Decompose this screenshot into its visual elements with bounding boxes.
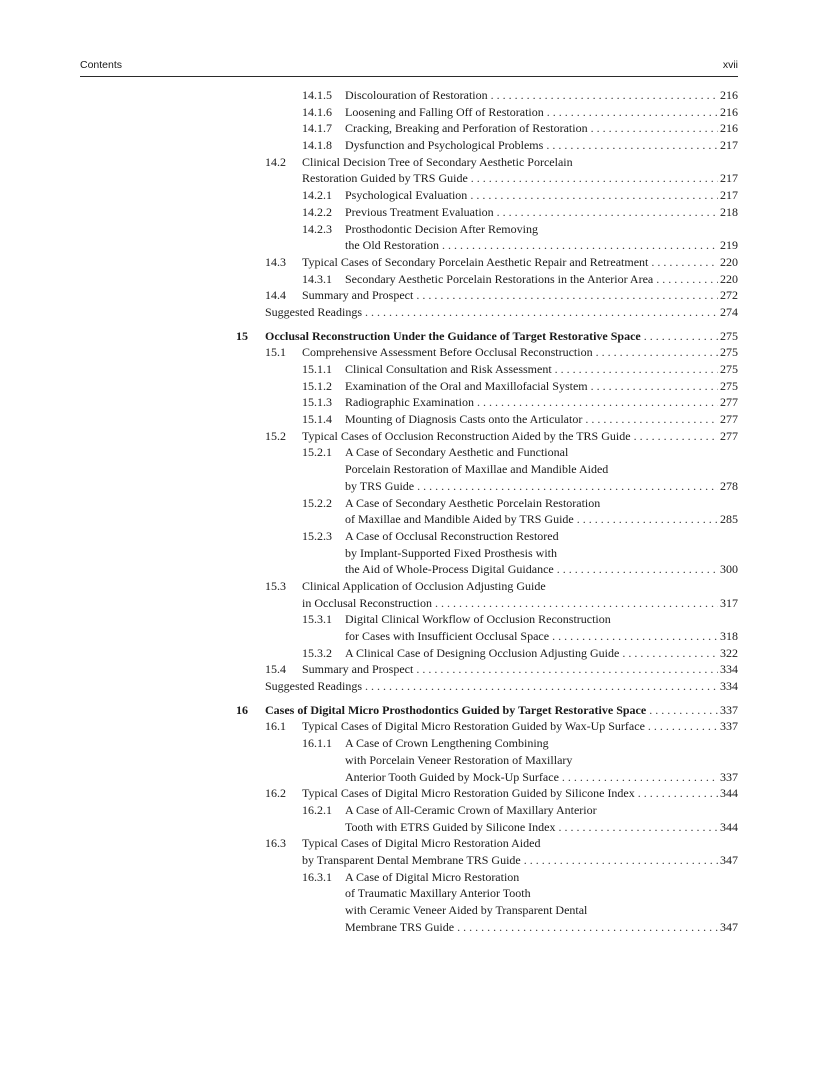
dot-leader xyxy=(547,104,718,121)
toc-entry-number: 15.3 xyxy=(265,578,286,593)
dot-leader xyxy=(644,328,718,345)
toc-entry-title: Discolouration of Restoration xyxy=(345,87,491,104)
toc-entry-title: Dysfunction and Psychological Problems xyxy=(345,137,546,154)
toc-entry xyxy=(0,869,818,886)
toc-page-number: 318 xyxy=(720,629,738,643)
dot-leader xyxy=(435,595,718,612)
toc-entry xyxy=(0,87,818,104)
toc-page-number: 278 xyxy=(720,478,738,493)
toc-entry xyxy=(0,578,818,595)
toc-entry-number: 16.1 xyxy=(265,719,286,734)
toc-entry-title: Secondary Aesthetic Porcelain Restorations in the Anterior Area xyxy=(345,271,656,288)
toc-entry-title: Summary and Prospect xyxy=(302,661,416,678)
dot-leader xyxy=(470,187,718,204)
toc-entry xyxy=(0,461,818,478)
toc-page-number: 275 xyxy=(720,362,738,376)
toc-entry-number: 15.1.3 xyxy=(302,395,332,410)
toc-page-number: 274 xyxy=(720,304,738,319)
toc-entry-number: 16.2.1 xyxy=(302,802,332,817)
toc-entry xyxy=(0,919,818,936)
toc-page-number: 285 xyxy=(720,512,738,527)
toc-entry xyxy=(0,411,818,428)
toc-entry-title: Typical Cases of Digital Micro Restoration Guided by Wax-Up Surface xyxy=(302,718,648,735)
toc-entry-title: in Occlusal Reconstruction xyxy=(302,595,435,612)
toc-entry xyxy=(0,254,818,271)
toc-entry-title: A Clinical Case of Designing Occlusion Adjusting Guide xyxy=(345,645,622,662)
toc-entry-title: Suggested Readings xyxy=(265,304,365,321)
toc-page-number: 344 xyxy=(720,786,738,801)
toc-entry-number: 14.1.5 xyxy=(302,88,332,102)
toc-entry-number: 15.3.2 xyxy=(302,645,332,660)
toc-entry-number: 14.1.7 xyxy=(302,121,332,136)
toc-entry-title: Tooth with ETRS Guided by Silicone Index xyxy=(345,819,558,836)
toc-entry-title: A Case of Digital Micro Restoration xyxy=(345,869,522,886)
toc-entry xyxy=(0,769,818,786)
toc-entry-title: A Case of Crown Lengthening Combining xyxy=(345,735,552,752)
toc-entry-title: by TRS Guide xyxy=(345,478,417,495)
toc-entry xyxy=(0,802,818,819)
toc-page-number: 322 xyxy=(720,645,738,660)
toc-entry xyxy=(0,678,818,695)
toc-entry-number: 15.1.2 xyxy=(302,378,332,393)
toc-page-number: 334 xyxy=(720,662,738,677)
toc-page-number: 220 xyxy=(720,271,738,286)
toc-page-number: 275 xyxy=(720,378,738,393)
dot-leader xyxy=(555,361,718,378)
dot-leader xyxy=(638,785,718,802)
toc-page-number: 220 xyxy=(720,254,738,269)
toc-entry-title: A Case of Occlusal Reconstruction Restored xyxy=(345,528,562,545)
toc-entry-number: 14.2.1 xyxy=(302,188,332,203)
toc-page-number: 347 xyxy=(720,919,738,934)
toc-entry-title: for Cases with Insufficient Occlusal Space xyxy=(345,628,552,645)
dot-leader xyxy=(417,478,718,495)
toc-entry-number: 14.2 xyxy=(265,154,286,169)
toc-entry xyxy=(0,170,818,187)
toc-page-number: 347 xyxy=(720,852,738,867)
dot-leader xyxy=(591,378,718,395)
dot-leader xyxy=(557,561,718,578)
toc-page-number: 217 xyxy=(720,138,738,153)
toc-entry xyxy=(0,287,818,304)
dot-leader xyxy=(524,852,718,869)
toc-entry-title: Comprehensive Assessment Before Occlusal Reconstruction xyxy=(302,344,596,361)
toc-entry xyxy=(0,752,818,769)
toc-entry xyxy=(0,361,818,378)
header-section-title: Contents xyxy=(80,59,123,71)
toc-entry-title: Suggested Readings xyxy=(265,678,365,695)
toc-entry xyxy=(0,561,818,578)
dot-leader xyxy=(552,628,718,645)
toc-entry-number: 15.4 xyxy=(265,662,286,677)
toc-entry xyxy=(0,478,818,495)
toc-entry xyxy=(0,885,818,902)
toc-entry xyxy=(0,378,818,395)
toc-entry-number: 15.1 xyxy=(265,345,286,360)
toc-entry-title: Porcelain Restoration of Maxillae and Mandible Aided xyxy=(345,461,611,478)
dot-leader xyxy=(365,304,718,321)
toc-entry-number: 16.3.1 xyxy=(302,869,332,884)
dot-leader xyxy=(648,718,718,735)
toc-entry-number: 15.1.1 xyxy=(302,362,332,376)
toc-entry-title: A Case of All-Ceramic Crown of Maxillary Anterior xyxy=(345,802,600,819)
dot-leader xyxy=(596,344,718,361)
toc-entry xyxy=(0,187,818,204)
toc-entry-title: Occlusal Reconstruction Under the Guidance of Target Restorative Space xyxy=(265,328,644,345)
toc-entry-title: A Case of Secondary Aesthetic and Functional xyxy=(345,444,571,461)
dot-leader xyxy=(491,87,718,104)
toc-entry-title: the Aid of Whole-Process Digital Guidance xyxy=(345,561,557,578)
toc-entry xyxy=(0,718,818,735)
toc-entry-number: 14.4 xyxy=(265,288,286,303)
toc-page-number: 277 xyxy=(720,395,738,410)
dot-leader xyxy=(558,819,718,836)
toc-entry xyxy=(0,237,818,254)
toc-entry xyxy=(0,628,818,645)
toc-entry-title: Typical Cases of Digital Micro Restoration Guided by Silicone Index xyxy=(302,785,638,802)
toc-entry-title: by Implant-Supported Fixed Prosthesis with xyxy=(345,545,560,562)
toc-entry-title: Radiographic Examination xyxy=(345,394,477,411)
dot-leader xyxy=(585,411,718,428)
toc-entry-title: Typical Cases of Occlusion Reconstruction Aided by the TRS Guide xyxy=(302,428,634,445)
toc-entry xyxy=(0,835,818,852)
toc-entry-number: 15.2.3 xyxy=(302,528,332,543)
dot-leader xyxy=(656,271,718,288)
toc-entry xyxy=(0,545,818,562)
toc-entry-title: Restoration Guided by TRS Guide xyxy=(302,170,471,187)
toc-page-number: 275 xyxy=(720,345,738,360)
toc-entry-number: 14.1.6 xyxy=(302,104,332,119)
toc-page-number: 275 xyxy=(720,328,738,343)
toc-entry-title: Anterior Tooth Guided by Mock-Up Surface xyxy=(345,769,562,786)
toc-entry-number: 15.2.2 xyxy=(302,495,332,510)
toc-entry-title: A Case of Secondary Aesthetic Porcelain Restoration xyxy=(345,495,603,512)
toc-entry-number: 16.1.1 xyxy=(302,736,332,751)
toc-entry-title: Cases of Digital Micro Prosthodontics Guided by Target Restorative Space xyxy=(265,702,649,719)
toc-page-number: 216 xyxy=(720,104,738,119)
toc-entry-title: Typical Cases of Digital Micro Restoration Aided xyxy=(302,835,543,852)
dot-leader xyxy=(546,137,718,154)
toc-page-number: 337 xyxy=(720,769,738,784)
dot-leader xyxy=(649,702,718,719)
toc-entry-number: 15.1.4 xyxy=(302,412,332,427)
dot-leader xyxy=(577,511,718,528)
toc-entry xyxy=(0,511,818,528)
toc-entry-title: Examination of the Oral and Maxillofacial System xyxy=(345,378,591,395)
running-header xyxy=(80,58,738,77)
toc-page-number: 272 xyxy=(720,288,738,303)
toc-page-number: 337 xyxy=(720,702,738,717)
toc-entry xyxy=(0,819,818,836)
dot-leader xyxy=(622,645,718,662)
toc-entry xyxy=(0,785,818,802)
toc-entry xyxy=(0,344,818,361)
toc-page-number: 317 xyxy=(720,595,738,610)
toc-page-number: 337 xyxy=(720,719,738,734)
toc-page-number: 218 xyxy=(720,204,738,219)
dot-leader xyxy=(591,120,718,137)
toc-page-number: 344 xyxy=(720,819,738,834)
toc-entry xyxy=(0,120,818,137)
toc-entry xyxy=(0,394,818,411)
toc-entry-title: Loosening and Falling Off of Restoration xyxy=(345,104,547,121)
dot-leader xyxy=(477,394,718,411)
dot-leader xyxy=(365,678,718,695)
toc-page-number: 219 xyxy=(720,238,738,253)
toc-entry-title: Clinical Decision Tree of Secondary Aesthetic Porcelain xyxy=(302,154,576,171)
toc-entry xyxy=(0,204,818,221)
toc-entry xyxy=(0,595,818,612)
toc-entry-number: 14.3 xyxy=(265,254,286,269)
toc-page-number: 216 xyxy=(720,121,738,136)
toc-entry-title: of Maxillae and Mandible Aided by TRS Guide xyxy=(345,511,577,528)
toc-page-number: 277 xyxy=(720,428,738,443)
toc-entry xyxy=(0,304,818,321)
dot-leader xyxy=(457,919,718,936)
toc-entry-number: 15.2 xyxy=(265,428,286,443)
toc-entry-title: Summary and Prospect xyxy=(302,287,416,304)
toc-entry-number: 14.2.2 xyxy=(302,204,332,219)
dot-leader xyxy=(471,170,718,187)
dot-leader xyxy=(634,428,718,445)
toc-entry xyxy=(0,104,818,121)
toc-entry-number: 16.3 xyxy=(265,836,286,851)
toc-entry-title: Digital Clinical Workflow of Occlusion Reconstruction xyxy=(345,611,614,628)
toc-entry-number: 15.2.1 xyxy=(302,445,332,460)
toc-entry-title: Mounting of Diagnosis Casts onto the Articulator xyxy=(345,411,585,428)
toc-entry xyxy=(0,428,818,445)
toc-entry-title: Psychological Evaluation xyxy=(345,187,470,204)
toc-page-number: 334 xyxy=(720,679,738,694)
toc-entry xyxy=(0,154,818,171)
toc-entry-number: 15 xyxy=(236,328,248,343)
toc-entry-number: 15.3.1 xyxy=(302,612,332,627)
toc-entry xyxy=(0,852,818,869)
toc-entry xyxy=(0,902,818,919)
toc-entry-number: 16 xyxy=(236,702,248,717)
toc-chapter-entry xyxy=(0,328,818,345)
toc-entry xyxy=(0,444,818,461)
dot-leader xyxy=(651,254,718,271)
toc-entry-title: by Transparent Dental Membrane TRS Guide xyxy=(302,852,524,869)
toc-entry xyxy=(0,495,818,512)
toc-page-number: 217 xyxy=(720,188,738,203)
toc-entry-number: 14.2.3 xyxy=(302,221,332,236)
table-of-contents xyxy=(0,87,818,935)
toc-entry-title: Typical Cases of Secondary Porcelain Aesthetic Repair and Retreatment xyxy=(302,254,651,271)
dot-leader xyxy=(416,661,718,678)
toc-entry-title: with Porcelain Veneer Restoration of Maxillary xyxy=(345,752,575,769)
toc-entry-title: with Ceramic Veneer Aided by Transparent Dental xyxy=(345,902,590,919)
toc-page-number: 217 xyxy=(720,171,738,186)
toc-entry-title: Clinical Application of Occlusion Adjusting Guide xyxy=(302,578,549,595)
toc-entry xyxy=(0,528,818,545)
toc-entry xyxy=(0,645,818,662)
toc-entry-title: Membrane TRS Guide xyxy=(345,919,457,936)
toc-entry-title: Prosthodontic Decision After Removing xyxy=(345,221,541,238)
toc-entry xyxy=(0,271,818,288)
dot-leader xyxy=(497,204,718,221)
dot-leader xyxy=(562,769,718,786)
toc-page-number: 277 xyxy=(720,412,738,427)
dot-leader xyxy=(416,287,718,304)
toc-page-number: 216 xyxy=(720,88,738,102)
toc-entry xyxy=(0,137,818,154)
toc-entry xyxy=(0,221,818,238)
toc-entry-title: Previous Treatment Evaluation xyxy=(345,204,497,221)
toc-entry-number: 14.3.1 xyxy=(302,271,332,286)
toc-entry-number: 14.1.8 xyxy=(302,138,332,153)
toc-entry-number: 16.2 xyxy=(265,786,286,801)
toc-entry-title: of Traumatic Maxillary Anterior Tooth xyxy=(345,885,534,902)
toc-entry-title: the Old Restoration xyxy=(345,237,442,254)
toc-entry-title: Clinical Consultation and Risk Assessment xyxy=(345,361,555,378)
toc-entry xyxy=(0,661,818,678)
toc-chapter-entry xyxy=(0,702,818,719)
header-page-number: xvii xyxy=(722,59,738,71)
toc-entry-title: Cracking, Breaking and Perforation of Restoration xyxy=(345,120,591,137)
toc-entry xyxy=(0,735,818,752)
toc-entry xyxy=(0,611,818,628)
toc-page-number: 300 xyxy=(720,562,738,577)
dot-leader xyxy=(442,237,718,254)
